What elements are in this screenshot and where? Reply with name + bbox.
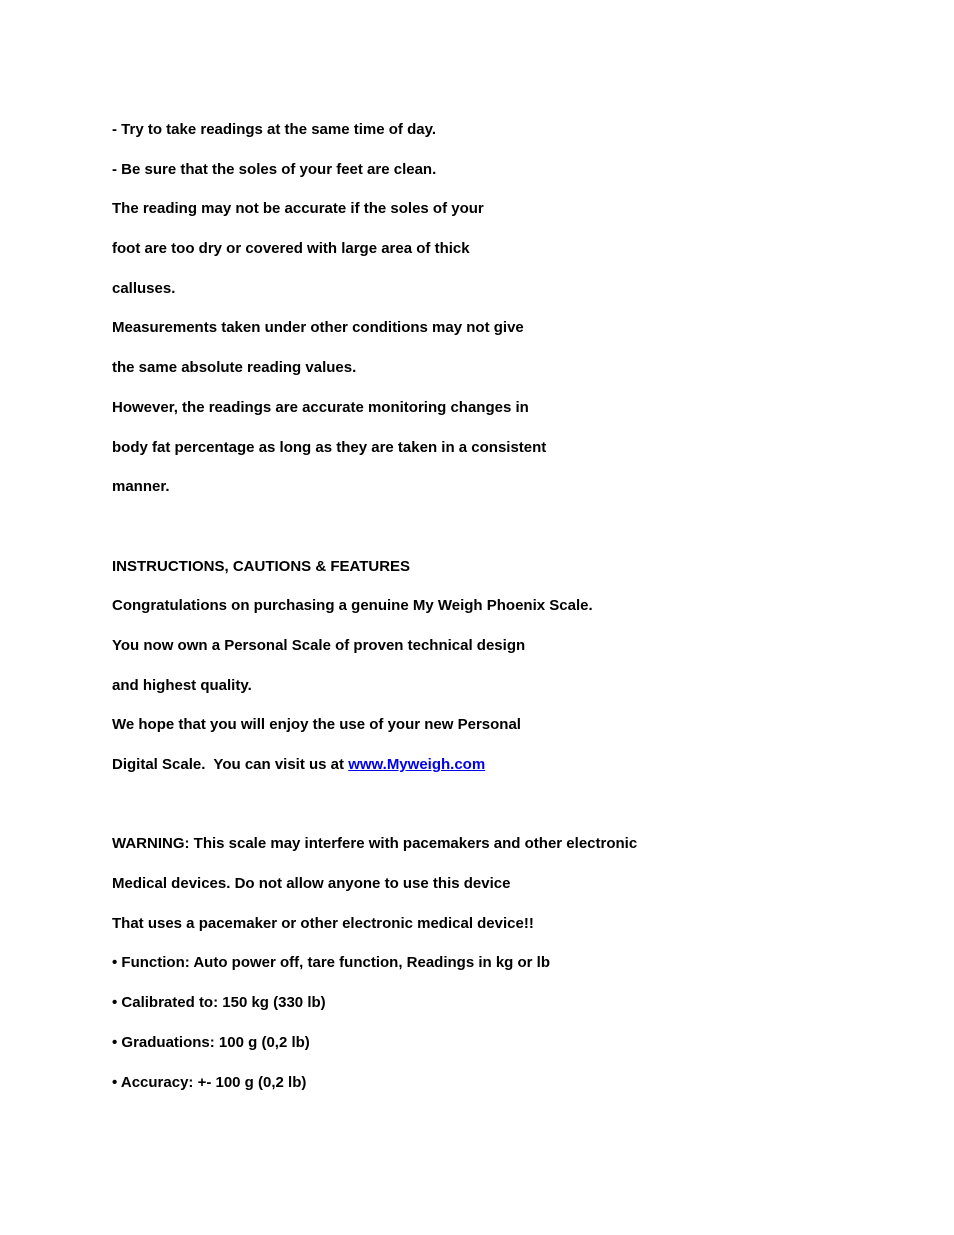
text-line: However, the readings are accurate monitoring changes in	[112, 398, 529, 416]
document-page	[112, 110, 912, 1102]
visit-text: Digital Scale. You can visit us at	[112, 756, 349, 773]
text-line: We hope that you will enjoy the use of your new Personal	[112, 716, 521, 734]
text-line: Measurements taken under other conditions may not give	[112, 319, 524, 337]
feature-bullet: • Calibrated to: 150 kg (330 lb)	[112, 994, 326, 1012]
text-line: the same absolute reading values.	[112, 359, 357, 377]
visit-line	[112, 745, 912, 785]
text-line: You now own a Personal Scale of proven technical design	[112, 636, 526, 654]
text-line: calluses.	[112, 279, 176, 297]
section-heading: INSTRUCTIONS, CAUTIONS & FEATURES	[112, 557, 411, 575]
text-line: foot are too dry or covered with large area of thick	[112, 240, 470, 258]
feature-bullet: • Accuracy: +- 100 g (0,2 lb)	[112, 1073, 307, 1091]
text-line: manner.	[112, 478, 170, 496]
instructions-section	[112, 547, 912, 785]
warning-line: Medical devices. Do not allow anyone to use this device	[112, 875, 511, 893]
text-line: Congratulations on purchasing a genuine My Weigh Phoenix Scale.	[112, 597, 593, 615]
feature-bullet: • Graduations: 100 g (0,2 lb)	[112, 1033, 310, 1051]
text-line: - Be sure that the soles of your feet are clean.	[112, 160, 437, 178]
feature-bullet: • Function: Auto power off, tare function, Readings in kg or lb	[112, 954, 551, 972]
warning-line: WARNING: This scale may interfere with pacemakers and other electronic	[112, 835, 638, 853]
paragraph-spacer	[112, 507, 912, 547]
text-line: The reading may not be accurate if the soles of your	[112, 200, 484, 218]
warning-section	[112, 824, 912, 1102]
text-line: body fat percentage as long as they are taken in a consistent	[112, 438, 547, 456]
warning-line: That uses a pacemaker or other electronic medical device!!	[112, 914, 534, 932]
text-line: - Try to take readings at the same time of day.	[112, 121, 436, 138]
paragraph-spacer	[112, 785, 912, 825]
measurement-tips	[112, 110, 912, 507]
website-link[interactable]: www.Myweigh.com	[348, 756, 486, 773]
text-line: and highest quality.	[112, 676, 252, 694]
